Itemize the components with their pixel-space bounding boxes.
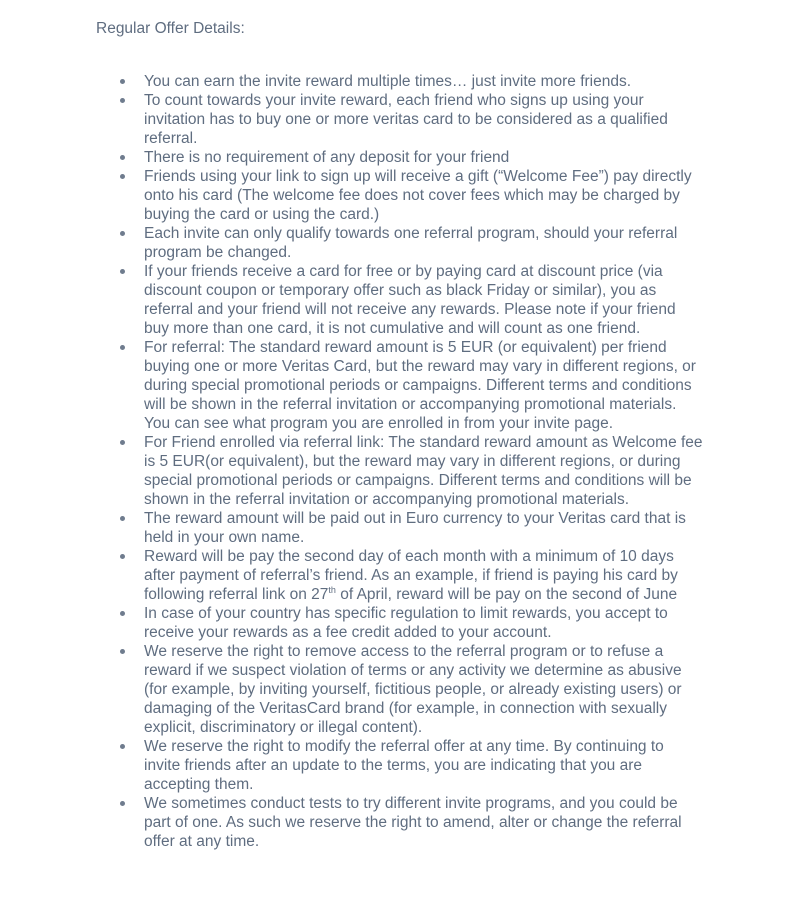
list-item-text: To count towards your invite reward, each friend who signs up using your invitation has to buy one or more veritas card to be considered as a qualified referral. [144, 92, 668, 147]
list-item [96, 262, 704, 338]
bullet-icon [120, 79, 125, 84]
list-item [96, 224, 704, 262]
list-item [96, 604, 704, 642]
bullet-icon [120, 801, 125, 806]
bullet-icon [120, 345, 125, 350]
list-item-text: The reward amount will be paid out in Euro currency to your Veritas card that is held in your own name. [144, 510, 686, 546]
bullet-icon [120, 155, 125, 160]
bullet-icon [120, 231, 125, 236]
list-item [96, 642, 704, 737]
bullet-icon [120, 554, 125, 559]
list-item [96, 338, 704, 433]
list-item [96, 509, 704, 547]
terms-list [96, 72, 736, 851]
list-item-text: For referral: The standard reward amount is 5 EUR (or equivalent) per friend buying one or more Veritas Card, but the reward may vary in different regions, or during special promotional periods or campaigns. Different terms and conditions will be shown in the referral invitation or accompanying promotional materials. You can see what program you are enrolled in from your invite page. [144, 339, 696, 432]
bullet-icon [120, 649, 125, 654]
list-item [96, 547, 704, 604]
list-item-text: Each invite can only qualify towards one referral program, should your referral program be changed. [144, 225, 678, 261]
ordinal-suffix: th [328, 584, 336, 595]
list-item-text-after: of April, reward will be pay on the second of June [335, 586, 678, 603]
list-item-text: You can earn the invite reward multiple times… just invite more friends. [144, 73, 632, 90]
bullet-icon [120, 744, 125, 749]
bullet-icon [120, 269, 125, 274]
list-item-text: We reserve the right to modify the referral offer at any time. By continuing to invite friends after an update to the terms, you are indicating that you are accepting them. [144, 738, 664, 793]
bullet-icon [120, 516, 125, 521]
list-item-text: In case of your country has specific regulation to limit rewards, you accept to receive your rewards as a fee credit added to your account. [144, 605, 668, 641]
list-item [96, 433, 704, 509]
list-item-text: Friends using your link to sign up will receive a gift (“Welcome Fee”) pay directly onto his card (The welcome fee does not cover fees which may be charged by buying the card or using the card.) [144, 168, 692, 223]
list-item [96, 794, 704, 851]
offer-details-document [96, 19, 736, 851]
list-item-text: If your friends receive a card for free or by paying card at discount price (via discount coupon or temporary offer such as black Friday or similar), you as referral and your friend will not receive any rewards. Please note if your friend buy more than one card, it is not cumulative and will count as one friend. [144, 263, 676, 337]
bullet-icon [120, 611, 125, 616]
list-item-text: There is no requirement of any deposit for your friend [144, 149, 510, 166]
list-item [96, 148, 704, 167]
list-item [96, 167, 704, 224]
list-item [96, 72, 704, 91]
bullet-icon [120, 174, 125, 179]
bullet-icon [120, 440, 125, 445]
list-item-text: We sometimes conduct tests to try different invite programs, and you could be part of one. As such we reserve the right to amend, alter or change the referral offer at any time. [144, 795, 682, 850]
list-item-text: For Friend enrolled via referral link: The standard reward amount as Welcome fee is 5 EUR(or equivalent), but the reward may vary in different regions, or during special promotional periods or campaigns. Different terms and conditions will be shown in the referral invitation or accompanying promotional materials. [144, 434, 703, 508]
list-item [96, 91, 704, 148]
bullet-icon [120, 98, 125, 103]
section-heading: Regular Offer Details: [96, 20, 245, 37]
list-item [96, 737, 704, 794]
list-item-text: We reserve the right to remove access to the referral program or to refuse a reward if we suspect violation of terms or any activity we determine as abusive (for example, by inviting yourself, fictitious people, or already existing users) or damaging of the VeritasCard brand (for example, in connection with sexually explicit, discriminatory or illegal content). [144, 643, 682, 736]
list-item-text-before: Reward will be pay the second day of each month with a minimum of 10 days after payment of referral’s friend. As an example, if friend is paying his card by following referral link on 27 [144, 548, 678, 603]
